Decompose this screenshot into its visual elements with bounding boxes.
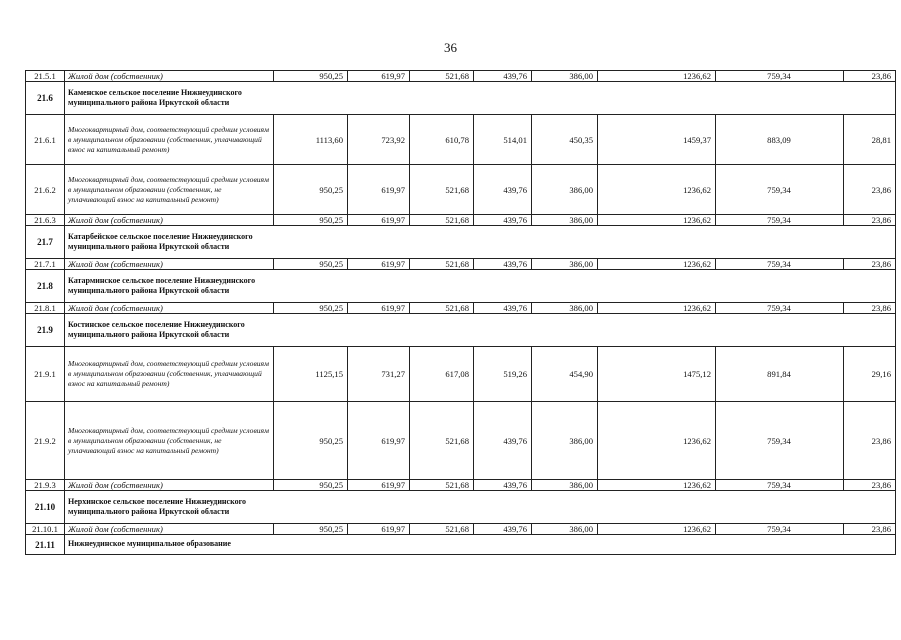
table-row xyxy=(26,480,896,491)
row-code: 21.11 xyxy=(26,535,65,555)
section-title: Нерхинское сельское поселение Нижнеудинского муниципального района Иркутской области xyxy=(65,491,274,524)
value-cell-1: 950,25 xyxy=(274,524,348,535)
value-cell-6: 1475,12 xyxy=(598,347,716,402)
value-cell-3: 617,08 xyxy=(410,347,474,402)
value-cell-6: 1459,37 xyxy=(598,115,716,165)
value-cell-7: 759,34 xyxy=(716,165,844,215)
value-cell-2: 619,97 xyxy=(348,402,410,480)
table-row xyxy=(26,259,896,270)
section-row xyxy=(26,270,896,303)
value-cell-3: 521,68 xyxy=(410,524,474,535)
value-cell-4: 439,76 xyxy=(474,303,532,314)
table-row xyxy=(26,303,896,314)
value-cell-6: 1236,62 xyxy=(598,165,716,215)
table-row xyxy=(26,524,896,535)
value-cell-3: 521,68 xyxy=(410,480,474,491)
value-cell-7: 759,34 xyxy=(716,402,844,480)
row-description: Многоквартирный дом, соответствующий средним условиям в муниципальном образовании (собственник, уплачивающий взнос на капитальный ремонт) xyxy=(65,347,274,402)
page-number: 36 xyxy=(444,40,457,55)
row-code: 21.6.1 xyxy=(26,115,65,165)
value-cell-3: 610,78 xyxy=(410,115,474,165)
value-cell-3: 521,68 xyxy=(410,259,474,270)
value-cell-6: 1236,62 xyxy=(598,71,716,82)
section-blank xyxy=(274,535,896,555)
value-cell-7: 891,84 xyxy=(716,347,844,402)
row-code: 21.5.1 xyxy=(26,71,65,82)
value-cell-5: 454,90 xyxy=(532,347,598,402)
value-cell-3: 521,68 xyxy=(410,303,474,314)
row-description: Многоквартирный дом, соответствующий средним условиям в муниципальном образовании (собственник, не уплачивающий взнос на капитальный ремонт) xyxy=(65,165,274,215)
value-cell-8: 28,81 xyxy=(844,115,896,165)
value-cell-4: 439,76 xyxy=(474,402,532,480)
value-cell-8: 23,86 xyxy=(844,480,896,491)
value-cell-4: 439,76 xyxy=(474,259,532,270)
section-row xyxy=(26,82,896,115)
value-cell-8: 29,16 xyxy=(844,347,896,402)
value-cell-2: 619,97 xyxy=(348,480,410,491)
value-cell-8: 23,86 xyxy=(844,524,896,535)
table-row xyxy=(26,165,896,215)
row-code: 21.10 xyxy=(26,491,65,524)
row-code: 21.7 xyxy=(26,226,65,259)
table-row xyxy=(26,347,896,402)
value-cell-6: 1236,62 xyxy=(598,524,716,535)
value-cell-7: 883,09 xyxy=(716,115,844,165)
value-cell-2: 723,92 xyxy=(348,115,410,165)
tariff-table xyxy=(25,70,896,555)
value-cell-5: 386,00 xyxy=(532,524,598,535)
value-cell-4: 439,76 xyxy=(474,524,532,535)
section-row xyxy=(26,535,896,555)
value-cell-6: 1236,62 xyxy=(598,303,716,314)
row-code: 21.9 xyxy=(26,314,65,347)
value-cell-7: 759,34 xyxy=(716,480,844,491)
section-title: Катарбейское сельское поселение Нижнеудинского муниципального района Иркутской области xyxy=(65,226,274,259)
row-description: Жилой дом (собственник) xyxy=(65,303,274,314)
section-title: Каменское сельское поселение Нижнеудинского муниципального района Иркутской области xyxy=(65,82,274,115)
value-cell-8: 23,86 xyxy=(844,71,896,82)
row-code: 21.9.3 xyxy=(26,480,65,491)
table-row xyxy=(26,402,896,480)
value-cell-1: 950,25 xyxy=(274,215,348,226)
row-code: 21.8 xyxy=(26,270,65,303)
value-cell-7: 759,34 xyxy=(716,71,844,82)
value-cell-2: 619,97 xyxy=(348,524,410,535)
value-cell-8: 23,86 xyxy=(844,402,896,480)
value-cell-2: 619,97 xyxy=(348,165,410,215)
row-description: Жилой дом (собственник) xyxy=(65,259,274,270)
value-cell-2: 619,97 xyxy=(348,215,410,226)
value-cell-1: 950,25 xyxy=(274,259,348,270)
table-row xyxy=(26,71,896,82)
row-code: 21.10.1 xyxy=(26,524,65,535)
value-cell-4: 439,76 xyxy=(474,165,532,215)
value-cell-5: 386,00 xyxy=(532,480,598,491)
value-cell-3: 521,68 xyxy=(410,402,474,480)
value-cell-5: 450,35 xyxy=(532,115,598,165)
row-description: Многоквартирный дом, соответствующий средним условиям в муниципальном образовании (собственник, уплачивающий взнос на капитальный ремонт) xyxy=(65,115,274,165)
value-cell-5: 386,00 xyxy=(532,259,598,270)
value-cell-7: 759,34 xyxy=(716,303,844,314)
value-cell-1: 950,25 xyxy=(274,480,348,491)
row-code: 21.7.1 xyxy=(26,259,65,270)
value-cell-4: 439,76 xyxy=(474,480,532,491)
row-description: Жилой дом (собственник) xyxy=(65,524,274,535)
value-cell-3: 521,68 xyxy=(410,165,474,215)
section-title: Костинское сельское поселение Нижнеудинского муниципального района Иркутской области xyxy=(65,314,274,347)
value-cell-7: 759,34 xyxy=(716,524,844,535)
section-title: Нижнеудинское муниципальное образование xyxy=(65,535,274,555)
row-description: Жилой дом (собственник) xyxy=(65,71,274,82)
value-cell-6: 1236,62 xyxy=(598,259,716,270)
row-code: 21.6 xyxy=(26,82,65,115)
table-body xyxy=(26,71,896,555)
row-description: Жилой дом (собственник) xyxy=(65,480,274,491)
value-cell-4: 514,01 xyxy=(474,115,532,165)
value-cell-7: 759,34 xyxy=(716,215,844,226)
section-blank xyxy=(274,82,896,115)
row-description: Многоквартирный дом, соответствующий средним условиям в муниципальном образовании (собственник, не уплачивающий взнос на капитальный ремонт) xyxy=(65,402,274,480)
value-cell-2: 619,97 xyxy=(348,71,410,82)
value-cell-6: 1236,62 xyxy=(598,402,716,480)
row-code: 21.6.2 xyxy=(26,165,65,215)
value-cell-1: 950,25 xyxy=(274,402,348,480)
value-cell-8: 23,86 xyxy=(844,259,896,270)
value-cell-4: 519,26 xyxy=(474,347,532,402)
value-cell-1: 1113,60 xyxy=(274,115,348,165)
value-cell-5: 386,00 xyxy=(532,71,598,82)
section-title: Катарминское сельское поселение Нижнеудинского муниципального района Иркутской области xyxy=(65,270,274,303)
value-cell-3: 521,68 xyxy=(410,71,474,82)
value-cell-1: 950,25 xyxy=(274,71,348,82)
table-row xyxy=(26,215,896,226)
value-cell-4: 439,76 xyxy=(474,215,532,226)
section-blank xyxy=(274,491,896,524)
row-code: 21.6.3 xyxy=(26,215,65,226)
value-cell-4: 439,76 xyxy=(474,71,532,82)
value-cell-5: 386,00 xyxy=(532,303,598,314)
table-row xyxy=(26,115,896,165)
value-cell-6: 1236,62 xyxy=(598,215,716,226)
value-cell-8: 23,86 xyxy=(844,215,896,226)
value-cell-1: 1125,15 xyxy=(274,347,348,402)
value-cell-1: 950,25 xyxy=(274,165,348,215)
row-code: 21.9.2 xyxy=(26,402,65,480)
value-cell-1: 950,25 xyxy=(274,303,348,314)
value-cell-8: 23,86 xyxy=(844,165,896,215)
section-blank xyxy=(274,226,896,259)
row-description: Жилой дом (собственник) xyxy=(65,215,274,226)
value-cell-6: 1236,62 xyxy=(598,480,716,491)
section-row xyxy=(26,491,896,524)
value-cell-5: 386,00 xyxy=(532,402,598,480)
value-cell-7: 759,34 xyxy=(716,259,844,270)
value-cell-2: 731,27 xyxy=(348,347,410,402)
value-cell-8: 23,86 xyxy=(844,303,896,314)
section-blank xyxy=(274,314,896,347)
section-row xyxy=(26,226,896,259)
row-code: 21.9.1 xyxy=(26,347,65,402)
value-cell-3: 521,68 xyxy=(410,215,474,226)
row-code: 21.8.1 xyxy=(26,303,65,314)
section-blank xyxy=(274,270,896,303)
value-cell-2: 619,97 xyxy=(348,303,410,314)
value-cell-5: 386,00 xyxy=(532,165,598,215)
value-cell-5: 386,00 xyxy=(532,215,598,226)
section-row xyxy=(26,314,896,347)
value-cell-2: 619,97 xyxy=(348,259,410,270)
